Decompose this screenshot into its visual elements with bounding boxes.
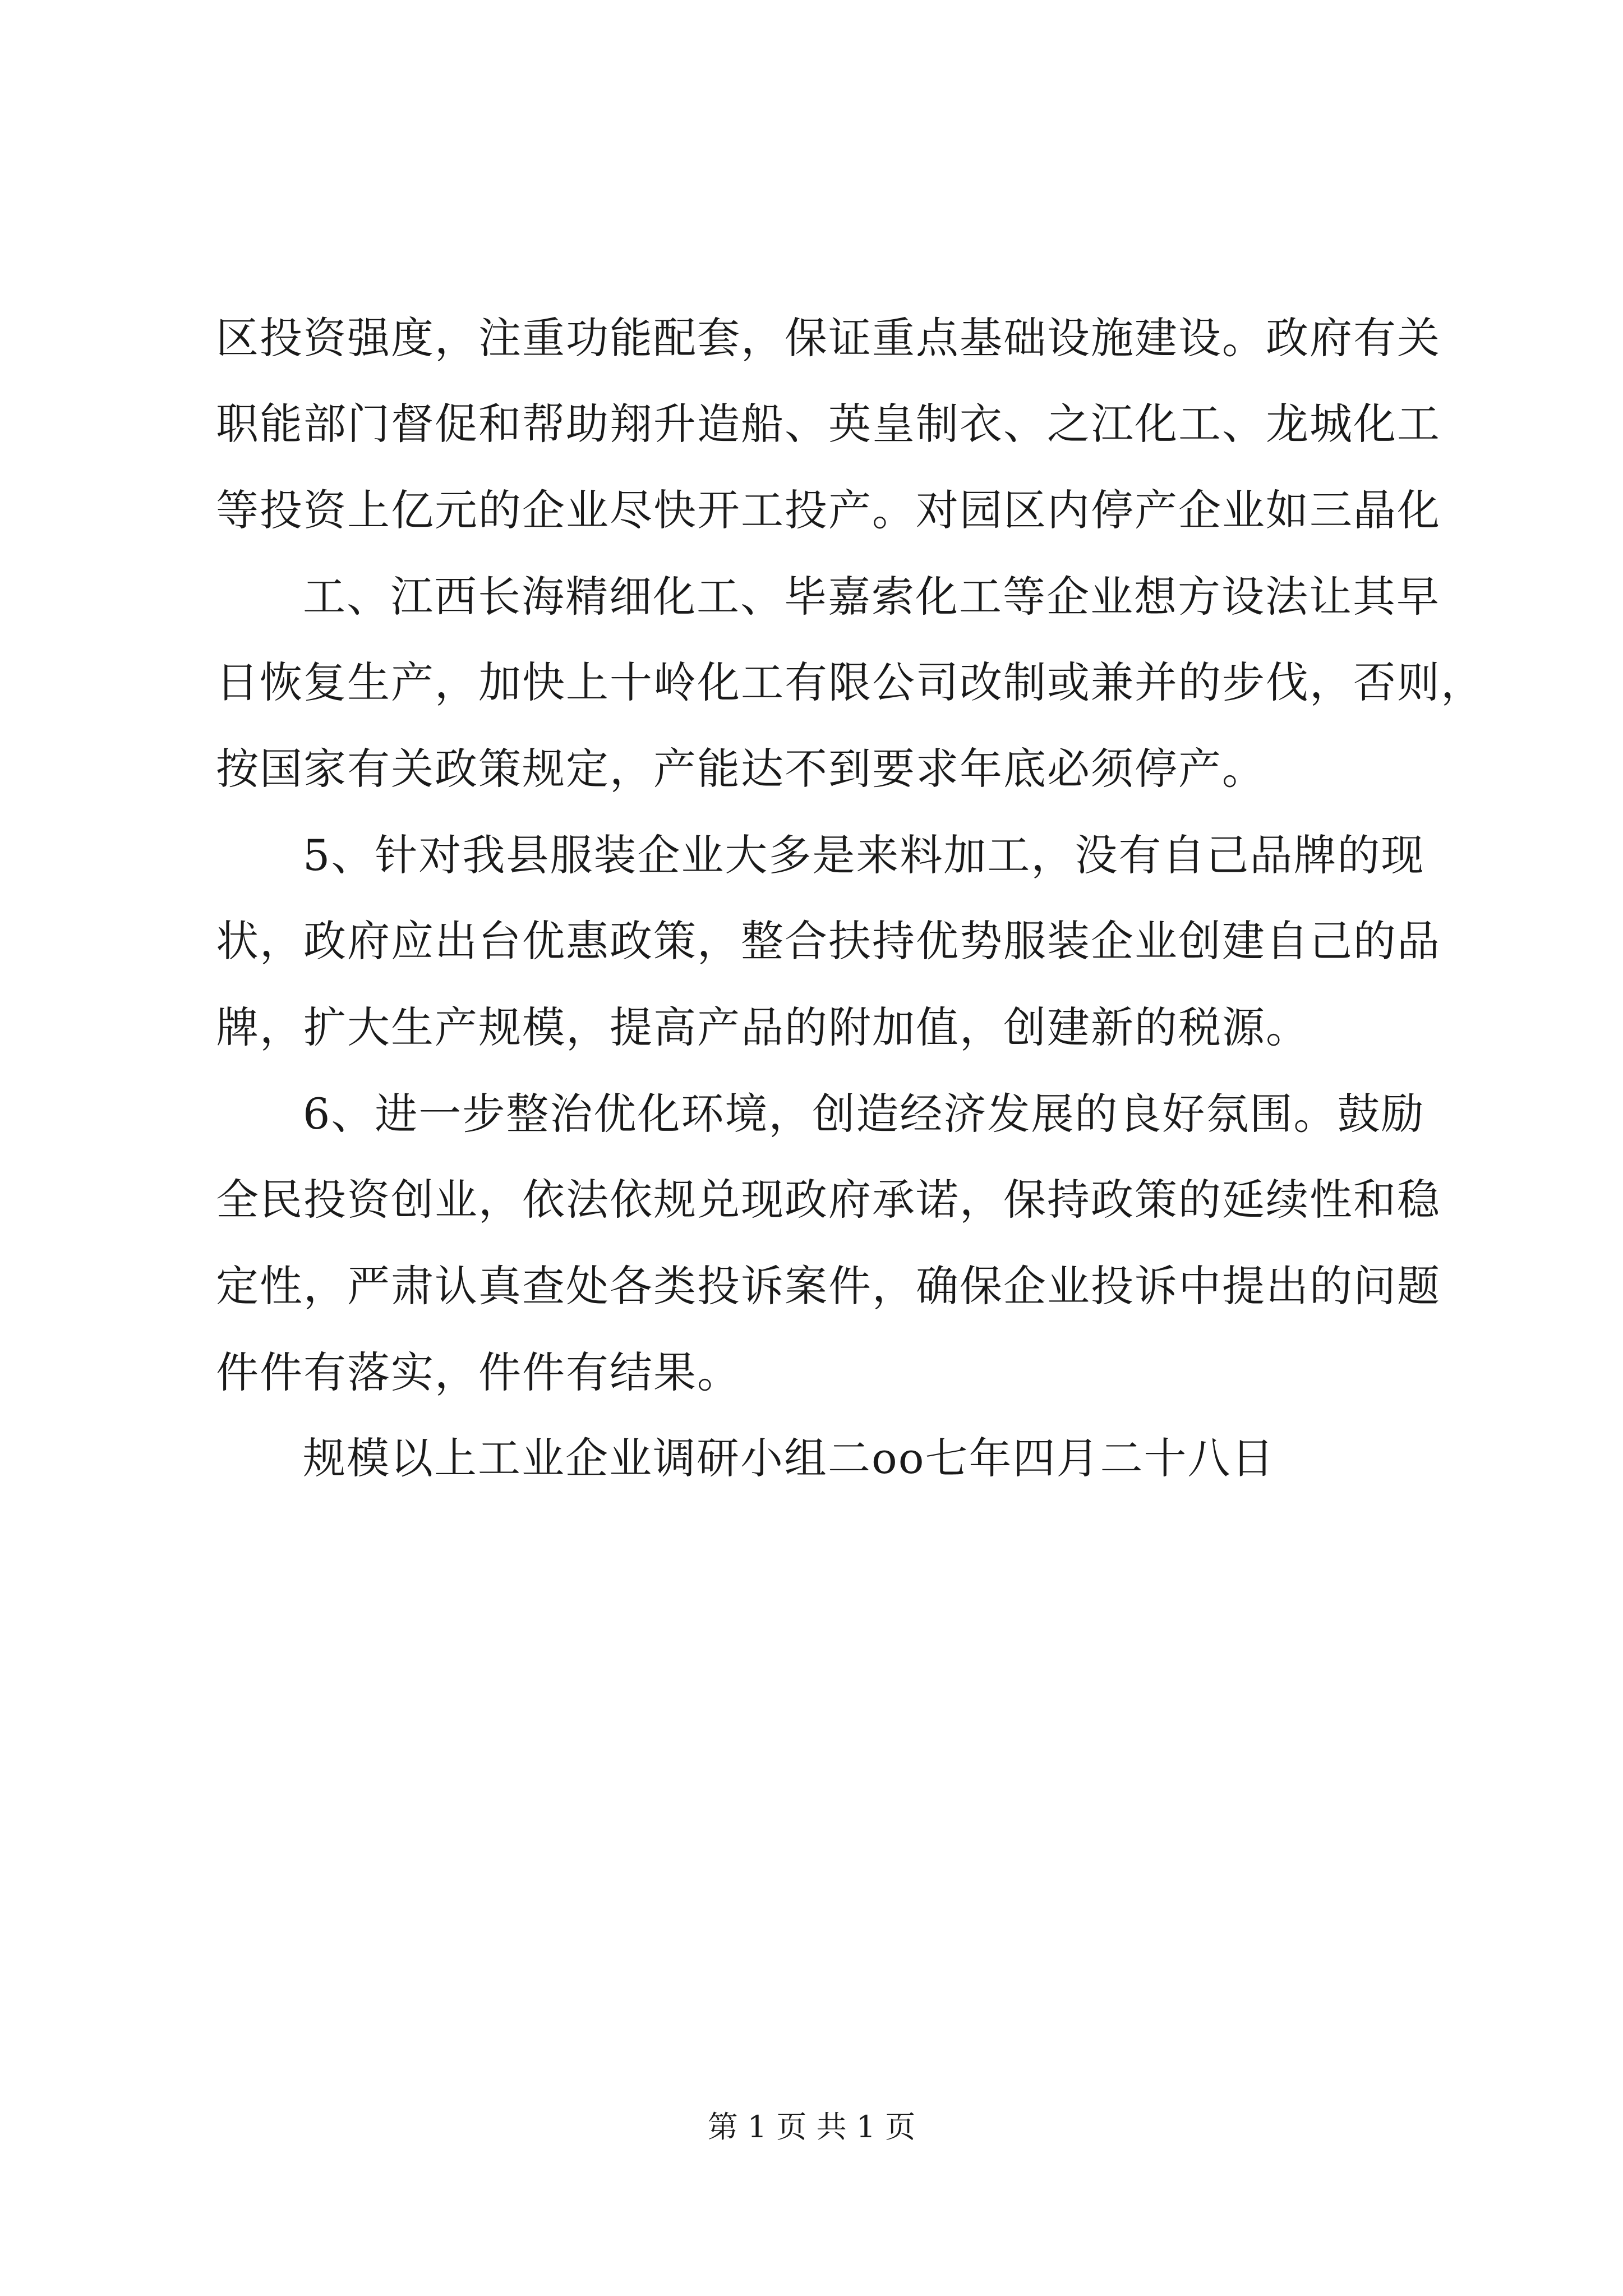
text-line: 定性，严肃认真查处各类投诉案件，确保企业投诉中提出的问题 [216, 1261, 1441, 1311]
text-line: 职能部门督促和帮助翔升造船、英皇制衣、之江化工、龙城化工 [216, 399, 1441, 449]
text-line: 按国家有关政策规定，产能达不到要求年底必须停产。 [216, 744, 1266, 794]
text-line: 全民投资创业，依法依规兑现政府承诺，保持政策的延续性和稳 [216, 1175, 1441, 1225]
page-number-footer: 第 1 页 共 1 页 [707, 2109, 916, 2145]
text-line: 等投资上亿元的企业尽快开工投产。对园区内停产企业如三晶化 [216, 485, 1441, 535]
text-line: 6、进一步整治优化环境，创造经济发展的良好氛围。鼓励 [303, 1089, 1425, 1139]
signature-line: 规模以上工业企业调研小组二oo七年四月二十八日 [303, 1433, 1275, 1483]
text-line: 5、针对我县服装企业大多是来料加工，没有自己品牌的现 [303, 830, 1425, 880]
text-line: 工、江西长海精细化工、毕嘉索化工等企业想方设法让其早 [303, 572, 1440, 622]
text-line: 区投资强度，注重功能配套，保证重点基础设施建设。政府有关 [216, 313, 1441, 363]
text-line: 日恢复生产，加快上十岭化工有限公司改制或兼并的步伐，否则， [216, 657, 1484, 707]
text-line: 状，政府应出台优惠政策，整合扶持优势服装企业创建自己的品 [216, 916, 1441, 966]
text-line: 件件有落实，件件有结果。 [216, 1347, 741, 1397]
text-line: 牌，扩大生产规模，提高产品的附加值，创建新的税源。 [216, 1002, 1310, 1052]
